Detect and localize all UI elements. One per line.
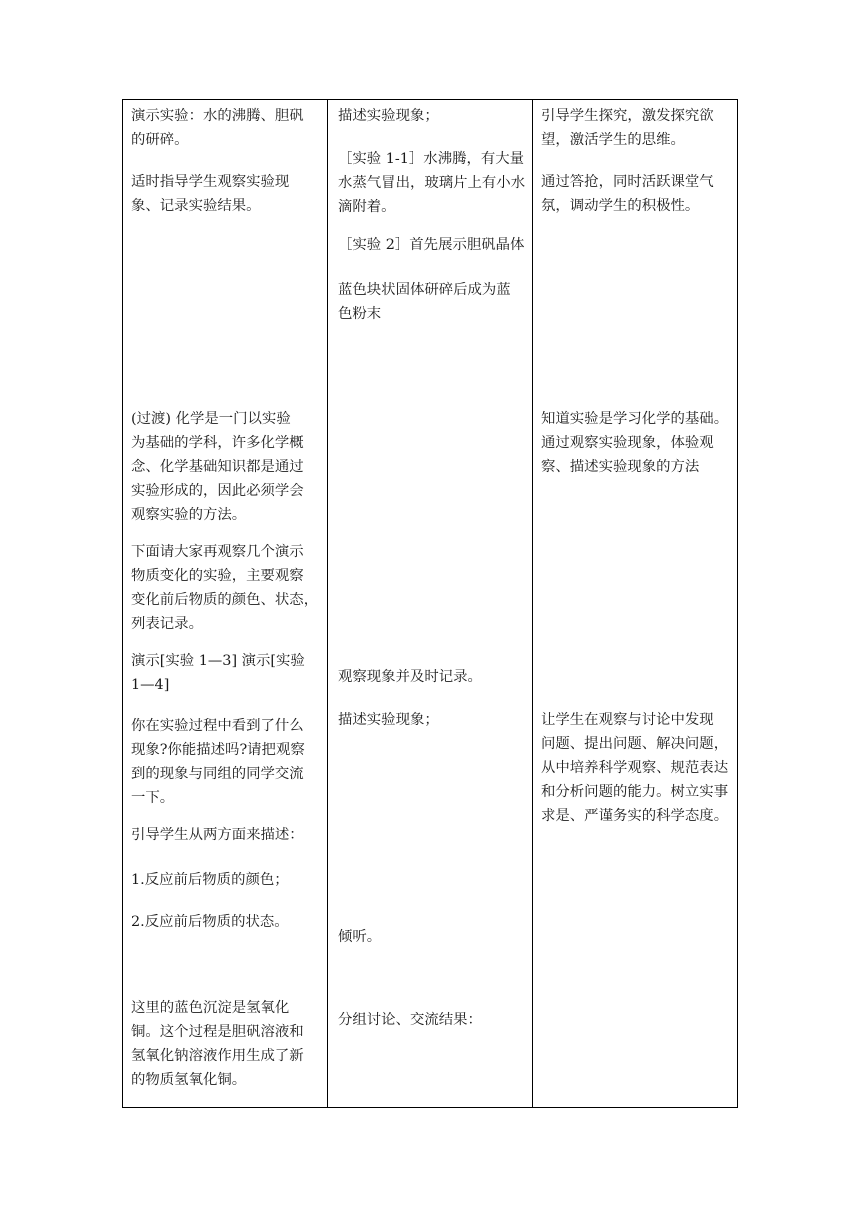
text-line: 物质变化的实验，主要观察: [131, 568, 304, 584]
text-line: 一下。: [131, 790, 175, 806]
text-line: 引导学生探究，激发探究欲: [541, 108, 714, 124]
text-line: 望，激活学生的思维。: [541, 132, 685, 148]
text-line: 描述实验现象；: [338, 712, 439, 728]
paragraph: [338, 1008, 528, 1032]
paragraph: [131, 649, 321, 697]
text-line: 描述实验现象；: [338, 108, 439, 124]
text-line: 求是、严谨务实的科学态度。: [541, 808, 729, 824]
text-line: 这里的蓝色沉淀是氢氧化: [131, 1000, 290, 1016]
design-intent-column: [533, 100, 738, 1107]
paragraph: [131, 540, 321, 636]
text-line: 变化前后物质的颜色、状态，: [131, 592, 319, 608]
paragraph: [541, 407, 741, 479]
text-line: 色粉末: [338, 306, 382, 322]
text-line: 观察实验的方法。: [131, 507, 247, 523]
text-line: 2.反应前后物质的状态。: [131, 914, 289, 930]
text-line: 1—4]: [131, 677, 170, 693]
text-line: 为基础的学科，许多化学概: [131, 435, 304, 451]
student-activity-column: [328, 100, 532, 1107]
paragraph: [338, 278, 528, 326]
text-line: 的研碎。: [131, 132, 189, 148]
text-line: 演示[实验 1—3] 演示[实验: [131, 653, 305, 669]
paragraph: [338, 147, 528, 219]
paragraph: [338, 233, 528, 257]
paragraph: [131, 714, 321, 810]
text-line: 适时指导学生观察实验现: [131, 174, 290, 190]
text-line: 现象?你能描述吗?请把观察: [131, 742, 305, 758]
text-line: 观察现象并及时记录。: [338, 669, 482, 685]
paragraph: [131, 104, 321, 152]
paragraph: [131, 868, 321, 892]
text-line: 1.反应前后物质的颜色；: [131, 872, 289, 888]
text-line: 察、描述实验现象的方法: [541, 459, 700, 475]
paragraph: [131, 910, 321, 934]
paragraph: [338, 925, 528, 949]
paragraph: [541, 708, 741, 828]
text-line: 下面请大家再观察几个演示: [131, 544, 304, 560]
text-line: 分组讨论、交流结果：: [338, 1012, 482, 1028]
text-line: 象、记录实验结果。: [131, 198, 261, 214]
paragraph: [338, 708, 528, 732]
paragraph: [131, 170, 321, 218]
text-line: 让学生在观察与讨论中发现: [541, 712, 714, 728]
paragraph: [541, 170, 741, 218]
text-line: 的物质氢氧化铜。: [131, 1072, 247, 1088]
text-line: 从中培养科学观察、规范表达: [541, 760, 729, 776]
text-line: 倾听。: [338, 929, 382, 945]
text-line: ［实验 1-1］水沸腾，有大量: [338, 151, 525, 167]
text-line: 知道实验是学习化学的基础。: [541, 411, 729, 427]
text-line: 你在实验过程中看到了什么: [131, 718, 304, 734]
text-line: 氛，调动学生的积极性。: [541, 198, 700, 214]
text-line: ［实验 2］首先展示胆矾晶体: [338, 237, 525, 253]
text-line: 念、化学基础知识都是通过: [131, 459, 304, 475]
text-line: 滴附着。: [338, 199, 396, 215]
text-line: 氢氧化钠溶液作用生成了新: [131, 1048, 304, 1064]
text-line: 实验形成的，因此必须学会: [131, 483, 304, 499]
paragraph: [131, 823, 321, 847]
text-line: 通过观察实验现象，体验观: [541, 435, 714, 451]
paragraph: [338, 104, 528, 128]
text-line: 通过答抢，同时活跃课堂气: [541, 174, 714, 190]
text-line: 和分析问题的能力。树立实事: [541, 784, 729, 800]
text-line: 列表记录。: [131, 616, 203, 632]
paragraph: [131, 407, 321, 527]
paragraph: [338, 665, 528, 689]
text-line: 水蒸气冒出，玻璃片上有小水: [338, 175, 526, 191]
lesson-plan-table: [122, 99, 738, 1108]
paragraph: [541, 104, 741, 152]
teacher-activity-column: [123, 100, 327, 1107]
text-line: 铜。这个过程是胆矾溶液和: [131, 1024, 304, 1040]
text-line: 蓝色块状固体研碎后成为蓝: [338, 282, 511, 298]
text-line: 引导学生从两方面来描述：: [131, 827, 304, 843]
text-line: 演示实验：水的沸腾、胆矾: [131, 108, 304, 124]
text-line: 到的现象与同组的同学交流: [131, 766, 304, 782]
paragraph: [131, 996, 321, 1092]
text-line: 问题、提出问题、解决问题，: [541, 736, 729, 752]
text-line: (过渡) 化学是一门以实验: [131, 411, 291, 427]
